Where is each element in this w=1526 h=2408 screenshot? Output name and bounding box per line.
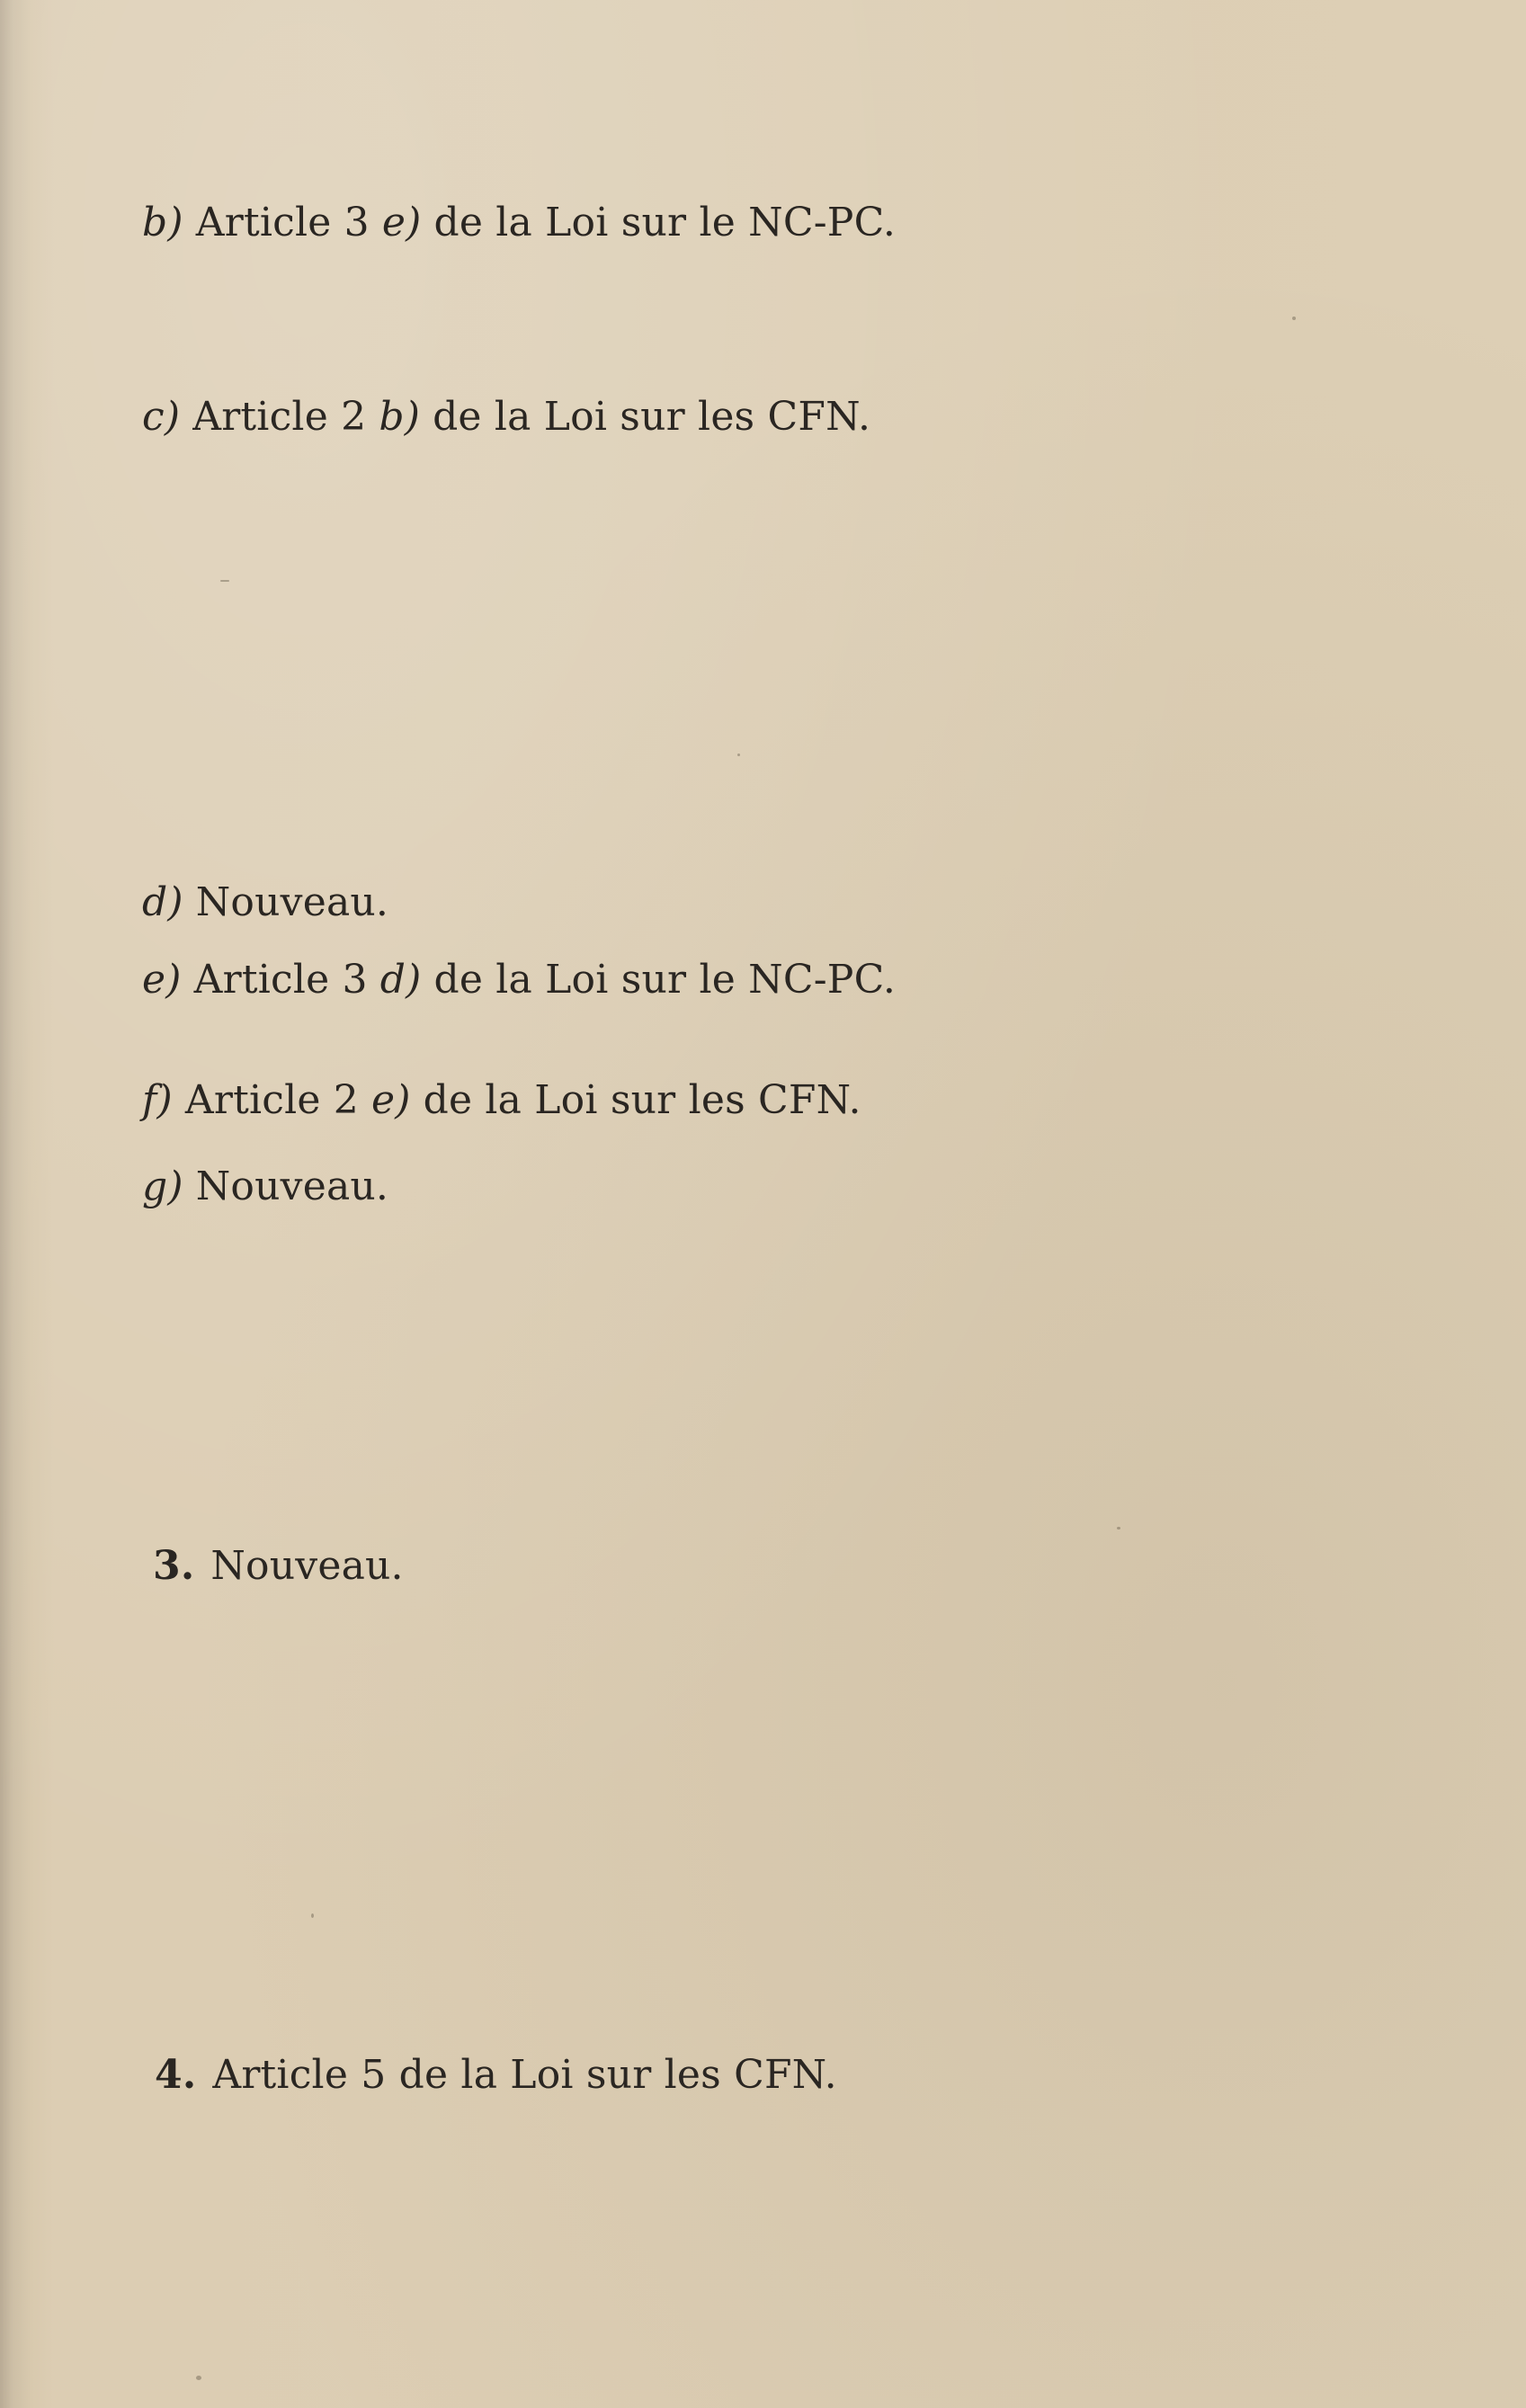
section-text: Article 5 de la Loi sur les CFN. (212, 2052, 837, 2098)
paper-speck (311, 1913, 314, 1918)
item-ref: b) (379, 394, 421, 440)
item-text: Nouveau. (195, 879, 389, 925)
item-d (142, 879, 389, 925)
item-text: Article 2 (184, 1077, 359, 1123)
paper-speck (196, 2376, 201, 2380)
section-3 (153, 1543, 404, 1589)
item-text: Nouveau. (195, 1164, 389, 1209)
item-label: e) (142, 957, 182, 1003)
section-number: 4. (155, 2052, 197, 2098)
item-label: f) (142, 1077, 173, 1123)
section-4 (155, 2052, 837, 2098)
paper-speck (737, 754, 740, 756)
item-label: b) (142, 200, 183, 245)
paper-speck (1292, 317, 1296, 320)
item-g (142, 1164, 389, 1209)
item-text: Article 3 (195, 200, 370, 245)
paper-speck (220, 580, 229, 582)
item-label: c) (142, 394, 181, 440)
item-c (142, 394, 871, 440)
item-text: de la Loi sur les CFN. (433, 394, 871, 440)
paper-speck (1117, 1527, 1120, 1530)
item-label: g) (142, 1164, 183, 1209)
item-f (142, 1077, 861, 1123)
item-text: de la Loi sur les CFN. (423, 1077, 861, 1123)
item-b (142, 200, 897, 245)
section-text: Nouveau. (210, 1543, 404, 1589)
item-ref: d) (379, 957, 422, 1003)
section-number: 3. (153, 1543, 195, 1589)
item-text: Article 2 (192, 394, 367, 440)
item-ref: e) (370, 1077, 411, 1123)
item-text: Article 3 (193, 957, 368, 1003)
item-label: d) (142, 879, 183, 925)
item-e (142, 957, 897, 1003)
item-text: de la Loi sur le NC-PC. (433, 957, 897, 1003)
item-text: de la Loi sur le NC-PC. (433, 200, 897, 245)
item-ref: e) (381, 200, 422, 245)
